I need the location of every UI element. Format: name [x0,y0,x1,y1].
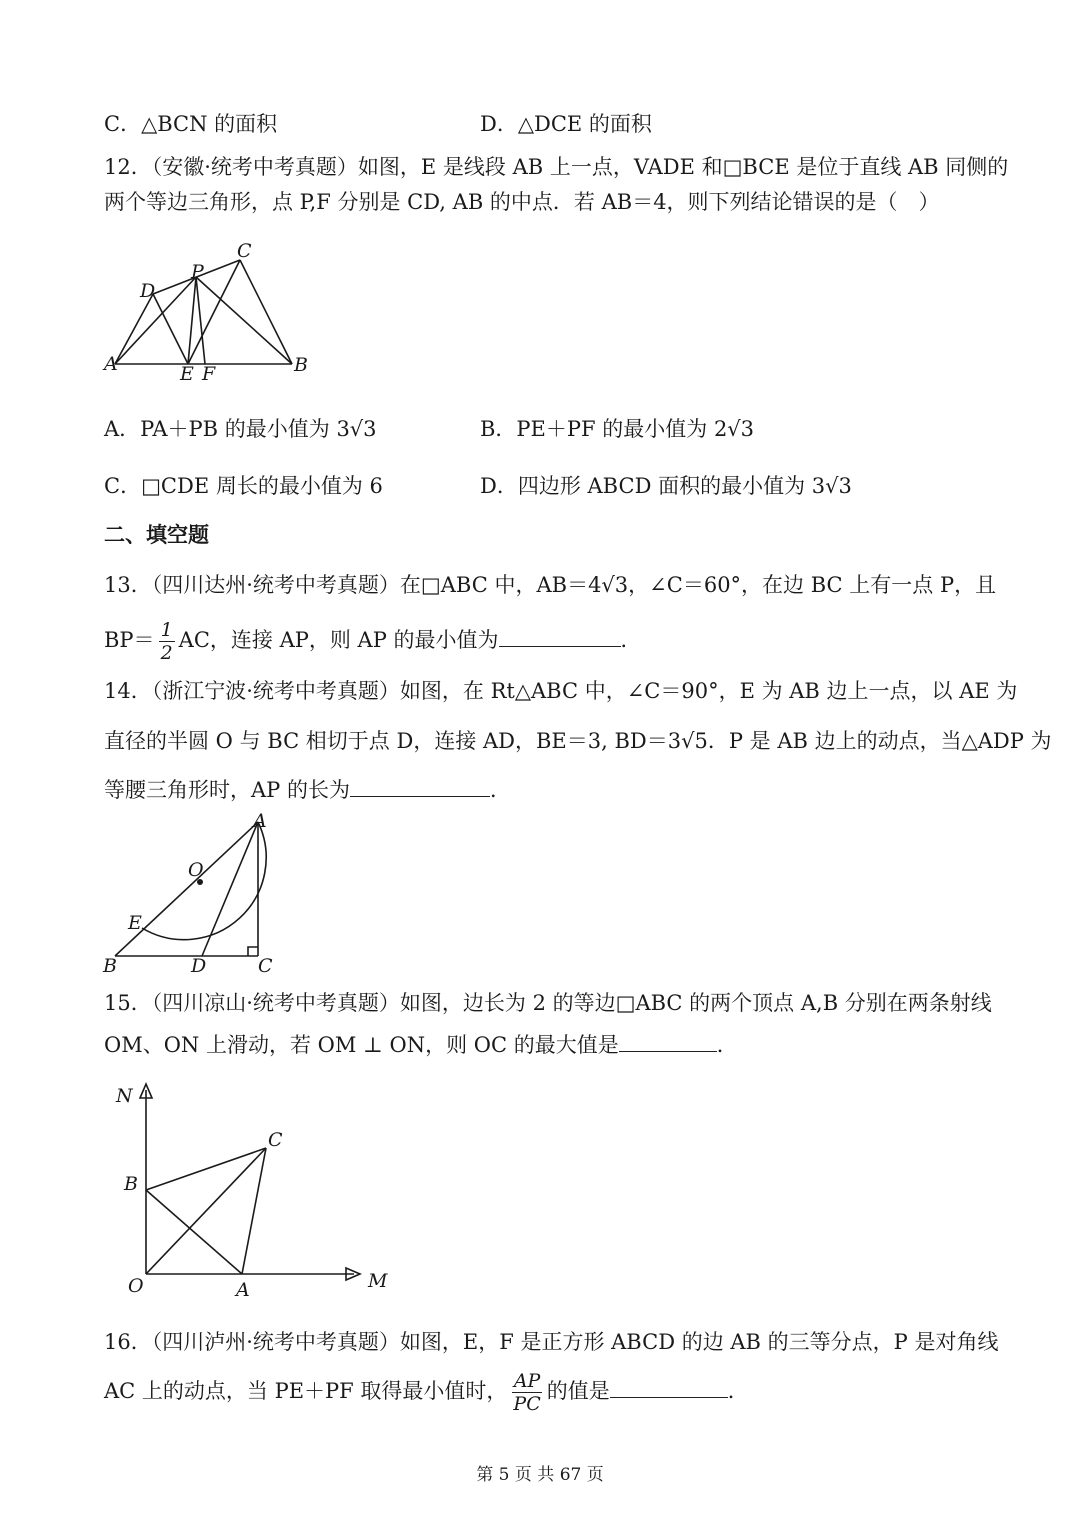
q12-option-c: C．□CDE 周长的最小值为 6 [104,474,383,498]
q15-text-line1: 15．（四川凉山·统考中考真题）如图，边长为 2 的等边□ABC 的两个顶点 A,B 分别在两条射线 [104,991,992,1015]
q15-text-line2: OM、ON 上滑动，若 OM ⊥ ON，则 OC 的最大值是 ． [104,1033,738,1057]
q14-text-line3: 等腰三角形时，AP 的长为 ． [104,778,511,802]
label-a: A [253,810,267,832]
q16-text-line2: AC 上的动点，当 PE＋PF 取得最小值时， $\frac{AP}{PC}$ 的值是 ． [104,1370,749,1415]
label-e: E [180,363,194,385]
label-c: C [258,955,273,977]
seg-ac [242,1148,266,1274]
q16-answer-blank[interactable] [610,1377,728,1398]
q12-option-a: A．PA＋PB 的最小值为 3√3 [104,417,377,441]
seg-bc [146,1148,266,1190]
q13-text-rest: AC，连接 AP，则 AP 的最小值为 [178,628,499,652]
q13-text-line2: BP＝ $\frac{1}{2}$ AC，连接 AP，则 AP 的最小值为 ． [104,619,642,664]
label-b: B [294,354,308,376]
label-d: D [191,955,207,977]
q12-text-line2: 两个等边三角形，点 P,F 分别是 CD, AB 的中点．若 AB＝4，则下列结论错误的是（ ） [104,190,940,214]
label-a: A [104,353,118,375]
q12-option-b: B．PE＋PF 的最小值为 2√3 [480,417,755,441]
q16-text-line1: 16．（四川泸州·统考中考真题）如图，E，F 是正方形 ABCD 的边 AB 的三等分点，P 是对角线 [104,1330,999,1354]
q13-text-line1: 13．（四川达州·统考中考真题）在□ABC 中，AB＝4√3，∠C＝60°，在边 BC 上有一点 P，且 [104,573,997,597]
label-a: A [236,1279,250,1301]
label-d: D [140,280,156,302]
label-c: C [268,1129,283,1151]
label-m: M [368,1270,388,1292]
label-o: O [188,859,204,881]
seg-ba [115,822,258,956]
q13-bp-eq: BP＝ [104,628,155,652]
q14-text-line2: 直径的半圆 O 与 BC 相切于点 D，连接 AD，BE＝3, BD＝3√5．P 是 AB 边上的动点，当△ADP 为 [104,729,1052,753]
q13-fraction: $\frac{1}{2}$ [160,619,173,664]
seg-cb [240,260,292,364]
seg-pa [115,277,196,364]
q11-option-c: C．△BCN 的面积 [104,112,278,136]
right-angle-mark [248,947,258,956]
label-n: N [116,1085,133,1107]
label-e: E [128,912,142,934]
q11-option-d: D．△DCE 的面积 [480,112,652,136]
label-b: B [124,1173,138,1195]
label-f: F [202,363,216,385]
q12-option-d: D．四边形 ABCD 面积的最小值为 3√3 [480,474,852,498]
seg-pf [196,277,205,364]
label-c: C [237,240,252,262]
label-p: P [191,261,204,283]
label-o: O [128,1275,144,1297]
q14-figure [100,810,300,980]
q15-answer-blank[interactable] [619,1031,717,1052]
q14-answer-blank[interactable] [350,776,490,797]
q15-figure [110,1080,400,1300]
q12-text-line1: 12．（安徽·统考中考真题）如图，E 是线段 AB 上一点，VADE 和□BCE 是位于直线 AB 同侧的 [104,155,1009,179]
page-footer: 第 5 页 共 67 页 [476,1465,604,1485]
semicircle [142,822,266,940]
q12-figure [95,240,325,390]
label-b: B [103,955,117,977]
q16-fraction: $\frac{AP}{PC}$ [513,1370,541,1415]
q14-text-line1: 14．（浙江宁波·统考中考真题）如图，在 Rt△ABC 中，∠C＝90°，E 为 AB 边上一点，以 AE 为 [104,679,1018,703]
q13-answer-blank[interactable] [499,626,621,647]
seg-oc [146,1148,266,1274]
section-title-fill-blank: 二、填空题 [104,522,209,547]
seg-ba [146,1190,242,1274]
